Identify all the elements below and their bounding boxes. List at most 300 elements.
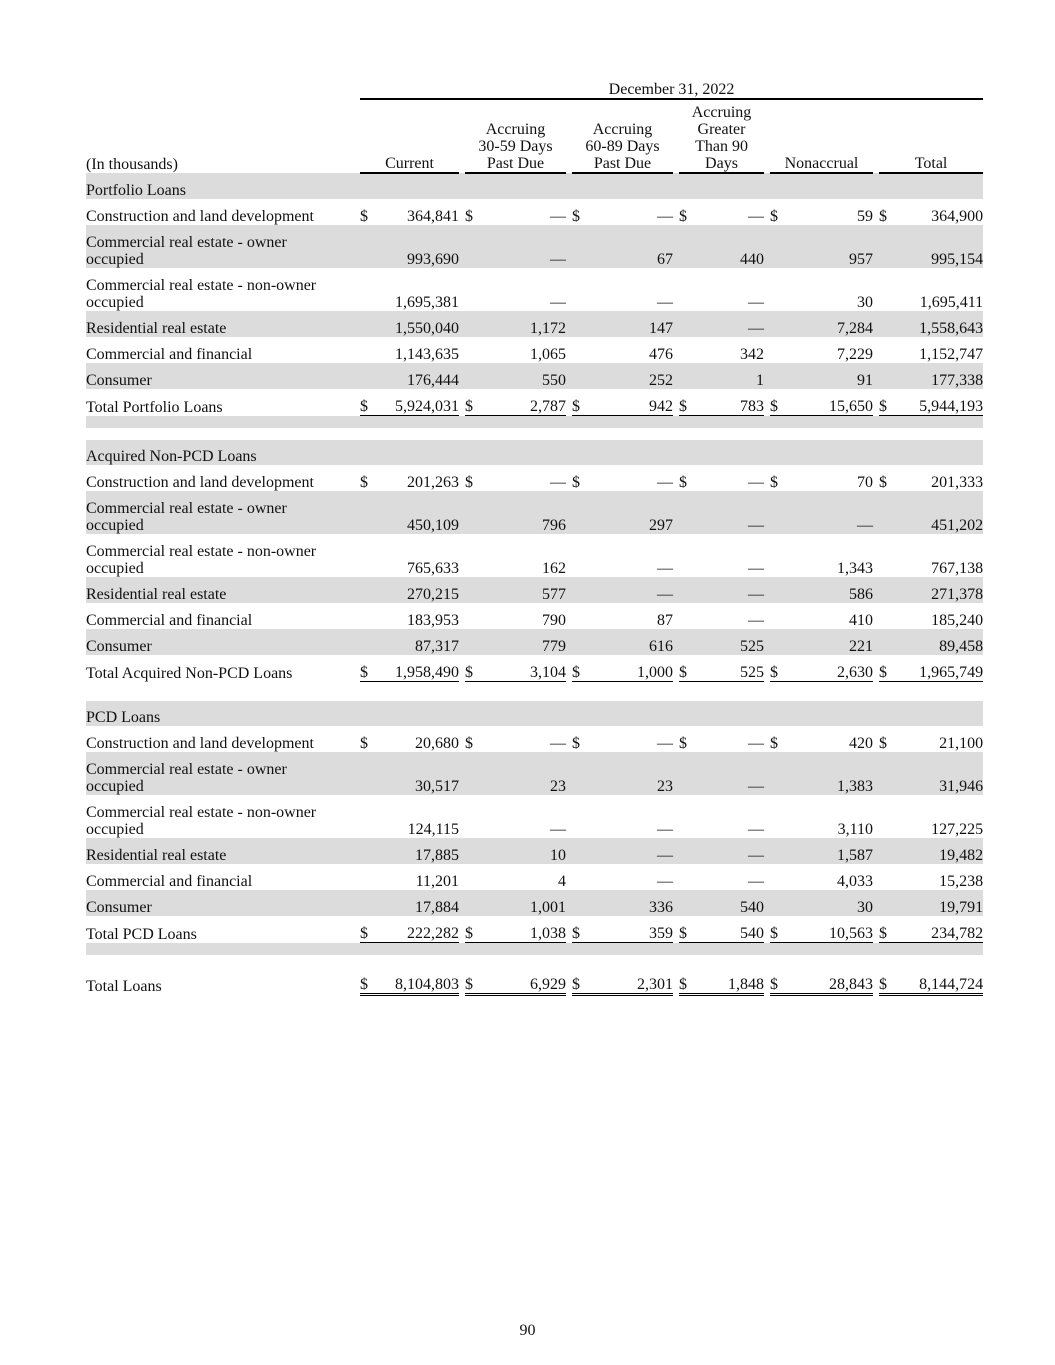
currency-symbol: [679, 838, 691, 864]
currency-symbol: [572, 795, 584, 838]
currency-symbol: $: [770, 735, 778, 752]
row-label: Commercial real estate - non-owner occupied: [86, 277, 317, 311]
table-row: [86, 629, 983, 655]
currency-symbol: [572, 752, 584, 795]
currency-symbol: $: [360, 208, 368, 225]
currency-symbol: $: [465, 389, 477, 416]
value-cell: 577: [477, 577, 566, 603]
value-cell: 1,965,749: [891, 655, 983, 682]
value-cell: 540: [691, 916, 764, 943]
table-row: [86, 225, 983, 268]
value-cell: 1,152,747: [919, 346, 984, 363]
currency-symbol: [572, 311, 584, 337]
currency-symbol: $: [770, 474, 778, 491]
value-cell: 796: [477, 491, 566, 534]
value-cell: 20,680: [415, 735, 459, 752]
value-cell: —: [657, 873, 673, 890]
currency-symbol: [679, 603, 691, 629]
currency-symbol: $: [770, 208, 778, 225]
value-cell: 1,558,643: [891, 311, 983, 337]
value-cell: 1,383: [782, 752, 873, 795]
currency-symbol: [770, 752, 782, 795]
currency-symbol: $: [770, 389, 782, 416]
value-cell: 1,343: [837, 560, 873, 577]
row-label: Construction and land development: [86, 474, 314, 491]
value-cell: 271,378: [891, 577, 983, 603]
currency-symbol: [465, 363, 477, 389]
value-cell: 127,225: [931, 821, 984, 838]
currency-symbol: $: [679, 967, 691, 995]
value-cell: 221: [782, 629, 873, 655]
currency-symbol: $: [572, 655, 584, 682]
value-cell: 1,172: [477, 311, 566, 337]
currency-symbol: [360, 268, 372, 311]
currency-symbol: [679, 337, 691, 363]
table-row: [86, 337, 983, 363]
currency-symbol: [360, 890, 372, 916]
table-row: [86, 864, 983, 890]
value-cell: 10,563: [782, 916, 873, 943]
value-cell: 70: [857, 474, 873, 491]
value-cell: 87: [657, 612, 673, 629]
currency-symbol: [879, 268, 891, 311]
value-cell: 476: [649, 346, 673, 363]
value-cell: —: [550, 208, 566, 225]
currency-symbol: [465, 311, 477, 337]
value-cell: 957: [782, 225, 873, 268]
value-cell: 124,115: [407, 821, 459, 838]
row-label: Consumer: [86, 629, 360, 655]
table-row: [86, 726, 983, 752]
currency-symbol: [879, 225, 891, 268]
period-header-row: [86, 78, 983, 98]
spacer-row: [86, 416, 983, 429]
value-cell: —: [584, 838, 673, 864]
row-label: Commercial and financial: [86, 873, 253, 890]
value-cell: 550: [477, 363, 566, 389]
value-cell: 364,841: [407, 208, 459, 225]
currency-symbol: $: [360, 735, 368, 752]
currency-symbol: [465, 337, 477, 363]
value-cell: —: [550, 735, 566, 752]
currency-symbol: [360, 225, 372, 268]
value-cell: —: [691, 752, 764, 795]
currency-symbol: [465, 864, 477, 890]
value-cell: 5,944,193: [891, 389, 983, 416]
table-row: [86, 465, 983, 491]
currency-symbol: $: [465, 967, 477, 995]
value-cell: 586: [782, 577, 873, 603]
row-label: Consumer: [86, 890, 360, 916]
value-cell: 21,100: [939, 735, 984, 752]
currency-symbol: $: [679, 735, 687, 752]
value-cell: —: [748, 208, 764, 225]
currency-symbol: [770, 225, 782, 268]
value-cell: 7,284: [782, 311, 873, 337]
value-cell: 91: [782, 363, 873, 389]
value-cell: 364,900: [931, 208, 984, 225]
currency-symbol: [572, 838, 584, 864]
table-row: [86, 491, 983, 534]
row-label: Commercial and financial: [86, 612, 253, 629]
currency-symbol: [679, 864, 691, 890]
row-label: Commercial real estate - owner occupied: [86, 491, 360, 534]
currency-symbol: [465, 890, 477, 916]
currency-symbol: [572, 225, 584, 268]
value-cell: 1,001: [477, 890, 566, 916]
section-title: Portfolio Loans: [86, 173, 983, 199]
currency-symbol: $: [572, 389, 584, 416]
currency-symbol: [465, 225, 477, 268]
currency-symbol: $: [679, 655, 691, 682]
spacer-row: [86, 428, 983, 440]
value-cell: —: [748, 474, 764, 491]
value-cell: 11,201: [415, 873, 459, 890]
value-cell: —: [748, 735, 764, 752]
currency-symbol: $: [572, 208, 580, 225]
value-cell: 4: [558, 873, 566, 890]
currency-symbol: $: [572, 474, 580, 491]
section-header: [86, 440, 983, 465]
section-title: PCD Loans: [86, 701, 983, 726]
value-cell: 17,885: [372, 838, 459, 864]
value-cell: —: [657, 208, 673, 225]
currency-symbol: [770, 311, 782, 337]
currency-symbol: [770, 795, 782, 838]
currency-symbol: $: [572, 967, 584, 995]
table-row: [86, 752, 983, 795]
value-cell: —: [657, 735, 673, 752]
value-cell: 6,929: [477, 967, 566, 995]
column-header-2: Accruing 60-89 Days Past Due: [572, 99, 673, 173]
table-row: [86, 890, 983, 916]
currency-symbol: $: [465, 208, 473, 225]
currency-symbol: [465, 534, 477, 577]
value-cell: 359: [584, 916, 673, 943]
currency-symbol: [360, 534, 372, 577]
currency-symbol: [679, 268, 691, 311]
column-header-3: Accruing Greater Than 90 Days: [679, 99, 764, 173]
value-cell: —: [748, 560, 764, 577]
value-cell: 222,282: [372, 916, 459, 943]
value-cell: —: [748, 294, 764, 311]
value-cell: —: [782, 491, 873, 534]
currency-symbol: [879, 795, 891, 838]
value-cell: 1,695,411: [919, 294, 984, 311]
value-cell: 779: [477, 629, 566, 655]
row-label: Construction and land development: [86, 735, 314, 752]
value-cell: —: [691, 838, 764, 864]
column-header-row: [86, 99, 983, 173]
value-cell: 28,843: [782, 967, 873, 995]
currency-symbol: $: [679, 389, 691, 416]
value-cell: 767,138: [931, 560, 984, 577]
currency-symbol: [770, 268, 782, 311]
currency-symbol: $: [360, 655, 372, 682]
currency-symbol: [572, 534, 584, 577]
currency-symbol: [770, 363, 782, 389]
value-cell: 1,065: [530, 346, 566, 363]
currency-symbol: $: [679, 474, 687, 491]
value-cell: 30,517: [372, 752, 459, 795]
currency-symbol: [770, 864, 782, 890]
currency-symbol: [770, 629, 782, 655]
currency-symbol: [572, 337, 584, 363]
value-cell: 15,650: [782, 389, 873, 416]
value-cell: 176,444: [372, 363, 459, 389]
row-label: Total Portfolio Loans: [86, 398, 223, 416]
value-cell: 1,038: [477, 916, 566, 943]
value-cell: 1,000: [584, 655, 673, 682]
value-cell: —: [691, 311, 764, 337]
value-cell: —: [550, 294, 566, 311]
currency-symbol: [465, 752, 477, 795]
value-cell: 201,263: [407, 474, 459, 491]
value-cell: 336: [584, 890, 673, 916]
value-cell: 2,787: [477, 389, 566, 416]
value-cell: 8,144,724: [891, 967, 983, 995]
currency-symbol: [879, 838, 891, 864]
row-label: Residential real estate: [86, 838, 360, 864]
currency-symbol: [879, 577, 891, 603]
value-cell: 2,301: [584, 967, 673, 995]
row-label: Total Loans: [86, 977, 162, 995]
value-cell: 19,482: [891, 838, 983, 864]
section-total-row: [86, 655, 983, 682]
section-header: [86, 173, 983, 199]
currency-symbol: [679, 225, 691, 268]
row-label: Residential real estate: [86, 311, 360, 337]
currency-symbol: [770, 890, 782, 916]
table-row: [86, 199, 983, 225]
value-cell: —: [748, 873, 764, 890]
units-label: (In thousands): [86, 156, 178, 173]
currency-symbol: [879, 363, 891, 389]
currency-symbol: [360, 795, 372, 838]
value-cell: 1,958,490: [372, 655, 459, 682]
currency-symbol: $: [879, 208, 887, 225]
currency-symbol: [879, 603, 891, 629]
period-label: December 31, 2022: [608, 81, 735, 98]
value-cell: 89,458: [891, 629, 983, 655]
value-cell: 540: [691, 890, 764, 916]
currency-symbol: [572, 577, 584, 603]
row-label: Commercial real estate - non-owner occupied: [86, 804, 317, 838]
value-cell: —: [477, 225, 566, 268]
currency-symbol: $: [879, 967, 891, 995]
value-cell: 995,154: [891, 225, 983, 268]
value-cell: 525: [691, 629, 764, 655]
currency-symbol: $: [879, 735, 887, 752]
value-cell: 342: [740, 346, 764, 363]
value-cell: 147: [584, 311, 673, 337]
value-cell: 201,333: [931, 474, 984, 491]
table-row: [86, 795, 983, 838]
currency-symbol: $: [879, 916, 891, 943]
currency-symbol: [360, 603, 372, 629]
currency-symbol: $: [770, 916, 782, 943]
value-cell: —: [657, 560, 673, 577]
value-cell: 1,848: [691, 967, 764, 995]
currency-symbol: [879, 491, 891, 534]
section-title: Acquired Non-PCD Loans: [86, 440, 983, 465]
value-cell: 3,104: [477, 655, 566, 682]
value-cell: 297: [584, 491, 673, 534]
currency-symbol: $: [770, 967, 782, 995]
currency-symbol: [770, 491, 782, 534]
currency-symbol: $: [572, 916, 584, 943]
value-cell: 15,238: [939, 873, 984, 890]
currency-symbol: [679, 363, 691, 389]
value-cell: —: [748, 612, 764, 629]
value-cell: 942: [584, 389, 673, 416]
currency-symbol: $: [879, 655, 891, 682]
spacer-row: [86, 943, 983, 956]
currency-symbol: [770, 577, 782, 603]
value-cell: 451,202: [891, 491, 983, 534]
section-total-row: [86, 389, 983, 416]
value-cell: 162: [542, 560, 566, 577]
value-cell: 234,782: [891, 916, 983, 943]
currency-symbol: [770, 603, 782, 629]
row-label: Total Acquired Non-PCD Loans: [86, 664, 293, 682]
currency-symbol: [879, 534, 891, 577]
currency-symbol: [879, 752, 891, 795]
value-cell: —: [657, 294, 673, 311]
value-cell: 410: [849, 612, 873, 629]
currency-symbol: [360, 577, 372, 603]
value-cell: 177,338: [891, 363, 983, 389]
currency-symbol: [879, 629, 891, 655]
value-cell: 30: [857, 294, 873, 311]
currency-symbol: [572, 268, 584, 311]
value-cell: 2,630: [782, 655, 873, 682]
currency-symbol: [465, 629, 477, 655]
value-cell: 616: [584, 629, 673, 655]
value-cell: —: [657, 821, 673, 838]
table-row: [86, 577, 983, 603]
grand-total-row: [86, 967, 983, 995]
value-cell: 10: [477, 838, 566, 864]
row-label: Consumer: [86, 363, 360, 389]
row-label: Commercial real estate - owner occupied: [86, 225, 360, 268]
currency-symbol: [360, 491, 372, 534]
currency-symbol: [465, 603, 477, 629]
value-cell: —: [584, 577, 673, 603]
value-cell: 1,550,040: [372, 311, 459, 337]
spacer-row: [86, 682, 983, 702]
currency-symbol: $: [465, 916, 477, 943]
value-cell: —: [657, 474, 673, 491]
currency-symbol: [360, 752, 372, 795]
value-cell: —: [550, 821, 566, 838]
currency-symbol: [572, 603, 584, 629]
value-cell: 185,240: [931, 612, 984, 629]
column-header-0: Current: [360, 99, 459, 173]
currency-symbol: [572, 629, 584, 655]
spacer-row: [86, 955, 983, 967]
currency-symbol: [465, 795, 477, 838]
column-header-4: Nonaccrual: [770, 99, 873, 173]
currency-symbol: [360, 838, 372, 864]
value-cell: 790: [542, 612, 566, 629]
value-cell: 87,317: [372, 629, 459, 655]
value-cell: 420: [849, 735, 873, 752]
currency-symbol: $: [679, 916, 691, 943]
table-row: [86, 838, 983, 864]
currency-symbol: [879, 890, 891, 916]
currency-symbol: [572, 864, 584, 890]
currency-symbol: [679, 795, 691, 838]
value-cell: 8,104,803: [372, 967, 459, 995]
value-cell: 783: [691, 389, 764, 416]
currency-symbol: [360, 629, 372, 655]
value-cell: 252: [584, 363, 673, 389]
table-row: [86, 268, 983, 311]
currency-symbol: $: [360, 474, 368, 491]
value-cell: 450,109: [372, 491, 459, 534]
currency-symbol: [572, 491, 584, 534]
value-cell: —: [748, 821, 764, 838]
currency-symbol: $: [465, 474, 473, 491]
page-number: 90: [519, 1322, 536, 1339]
currency-symbol: $: [572, 735, 580, 752]
currency-symbol: $: [770, 655, 782, 682]
value-cell: 7,229: [837, 346, 873, 363]
value-cell: 525: [691, 655, 764, 682]
currency-symbol: $: [465, 735, 473, 752]
value-cell: 23: [477, 752, 566, 795]
currency-symbol: [679, 311, 691, 337]
value-cell: 23: [584, 752, 673, 795]
value-cell: 67: [584, 225, 673, 268]
currency-symbol: [572, 363, 584, 389]
value-cell: 1,143,635: [395, 346, 459, 363]
section-total-row: [86, 916, 983, 943]
value-cell: 993,690: [372, 225, 459, 268]
value-cell: 17,884: [372, 890, 459, 916]
value-cell: 1,695,381: [395, 294, 459, 311]
value-cell: —: [691, 577, 764, 603]
table-row: [86, 311, 983, 337]
value-cell: 3,110: [837, 821, 873, 838]
currency-symbol: [879, 864, 891, 890]
currency-symbol: [360, 363, 372, 389]
value-cell: —: [691, 491, 764, 534]
row-label: Commercial and financial: [86, 346, 253, 363]
value-cell: 440: [691, 225, 764, 268]
currency-symbol: [770, 337, 782, 363]
value-cell: 1: [691, 363, 764, 389]
section-header: [86, 701, 983, 726]
currency-symbol: [879, 311, 891, 337]
currency-symbol: [679, 577, 691, 603]
currency-symbol: [465, 838, 477, 864]
currency-symbol: [679, 534, 691, 577]
currency-symbol: $: [879, 389, 891, 416]
currency-symbol: [360, 864, 372, 890]
value-cell: 30: [782, 890, 873, 916]
value-cell: —: [550, 474, 566, 491]
value-cell: 1,587: [782, 838, 873, 864]
column-header-1: Accruing 30-59 Days Past Due: [465, 99, 566, 173]
currency-symbol: $: [360, 389, 372, 416]
currency-symbol: [770, 838, 782, 864]
currency-symbol: [572, 890, 584, 916]
value-cell: 4,033: [837, 873, 873, 890]
currency-symbol: [679, 491, 691, 534]
currency-symbol: $: [465, 655, 477, 682]
